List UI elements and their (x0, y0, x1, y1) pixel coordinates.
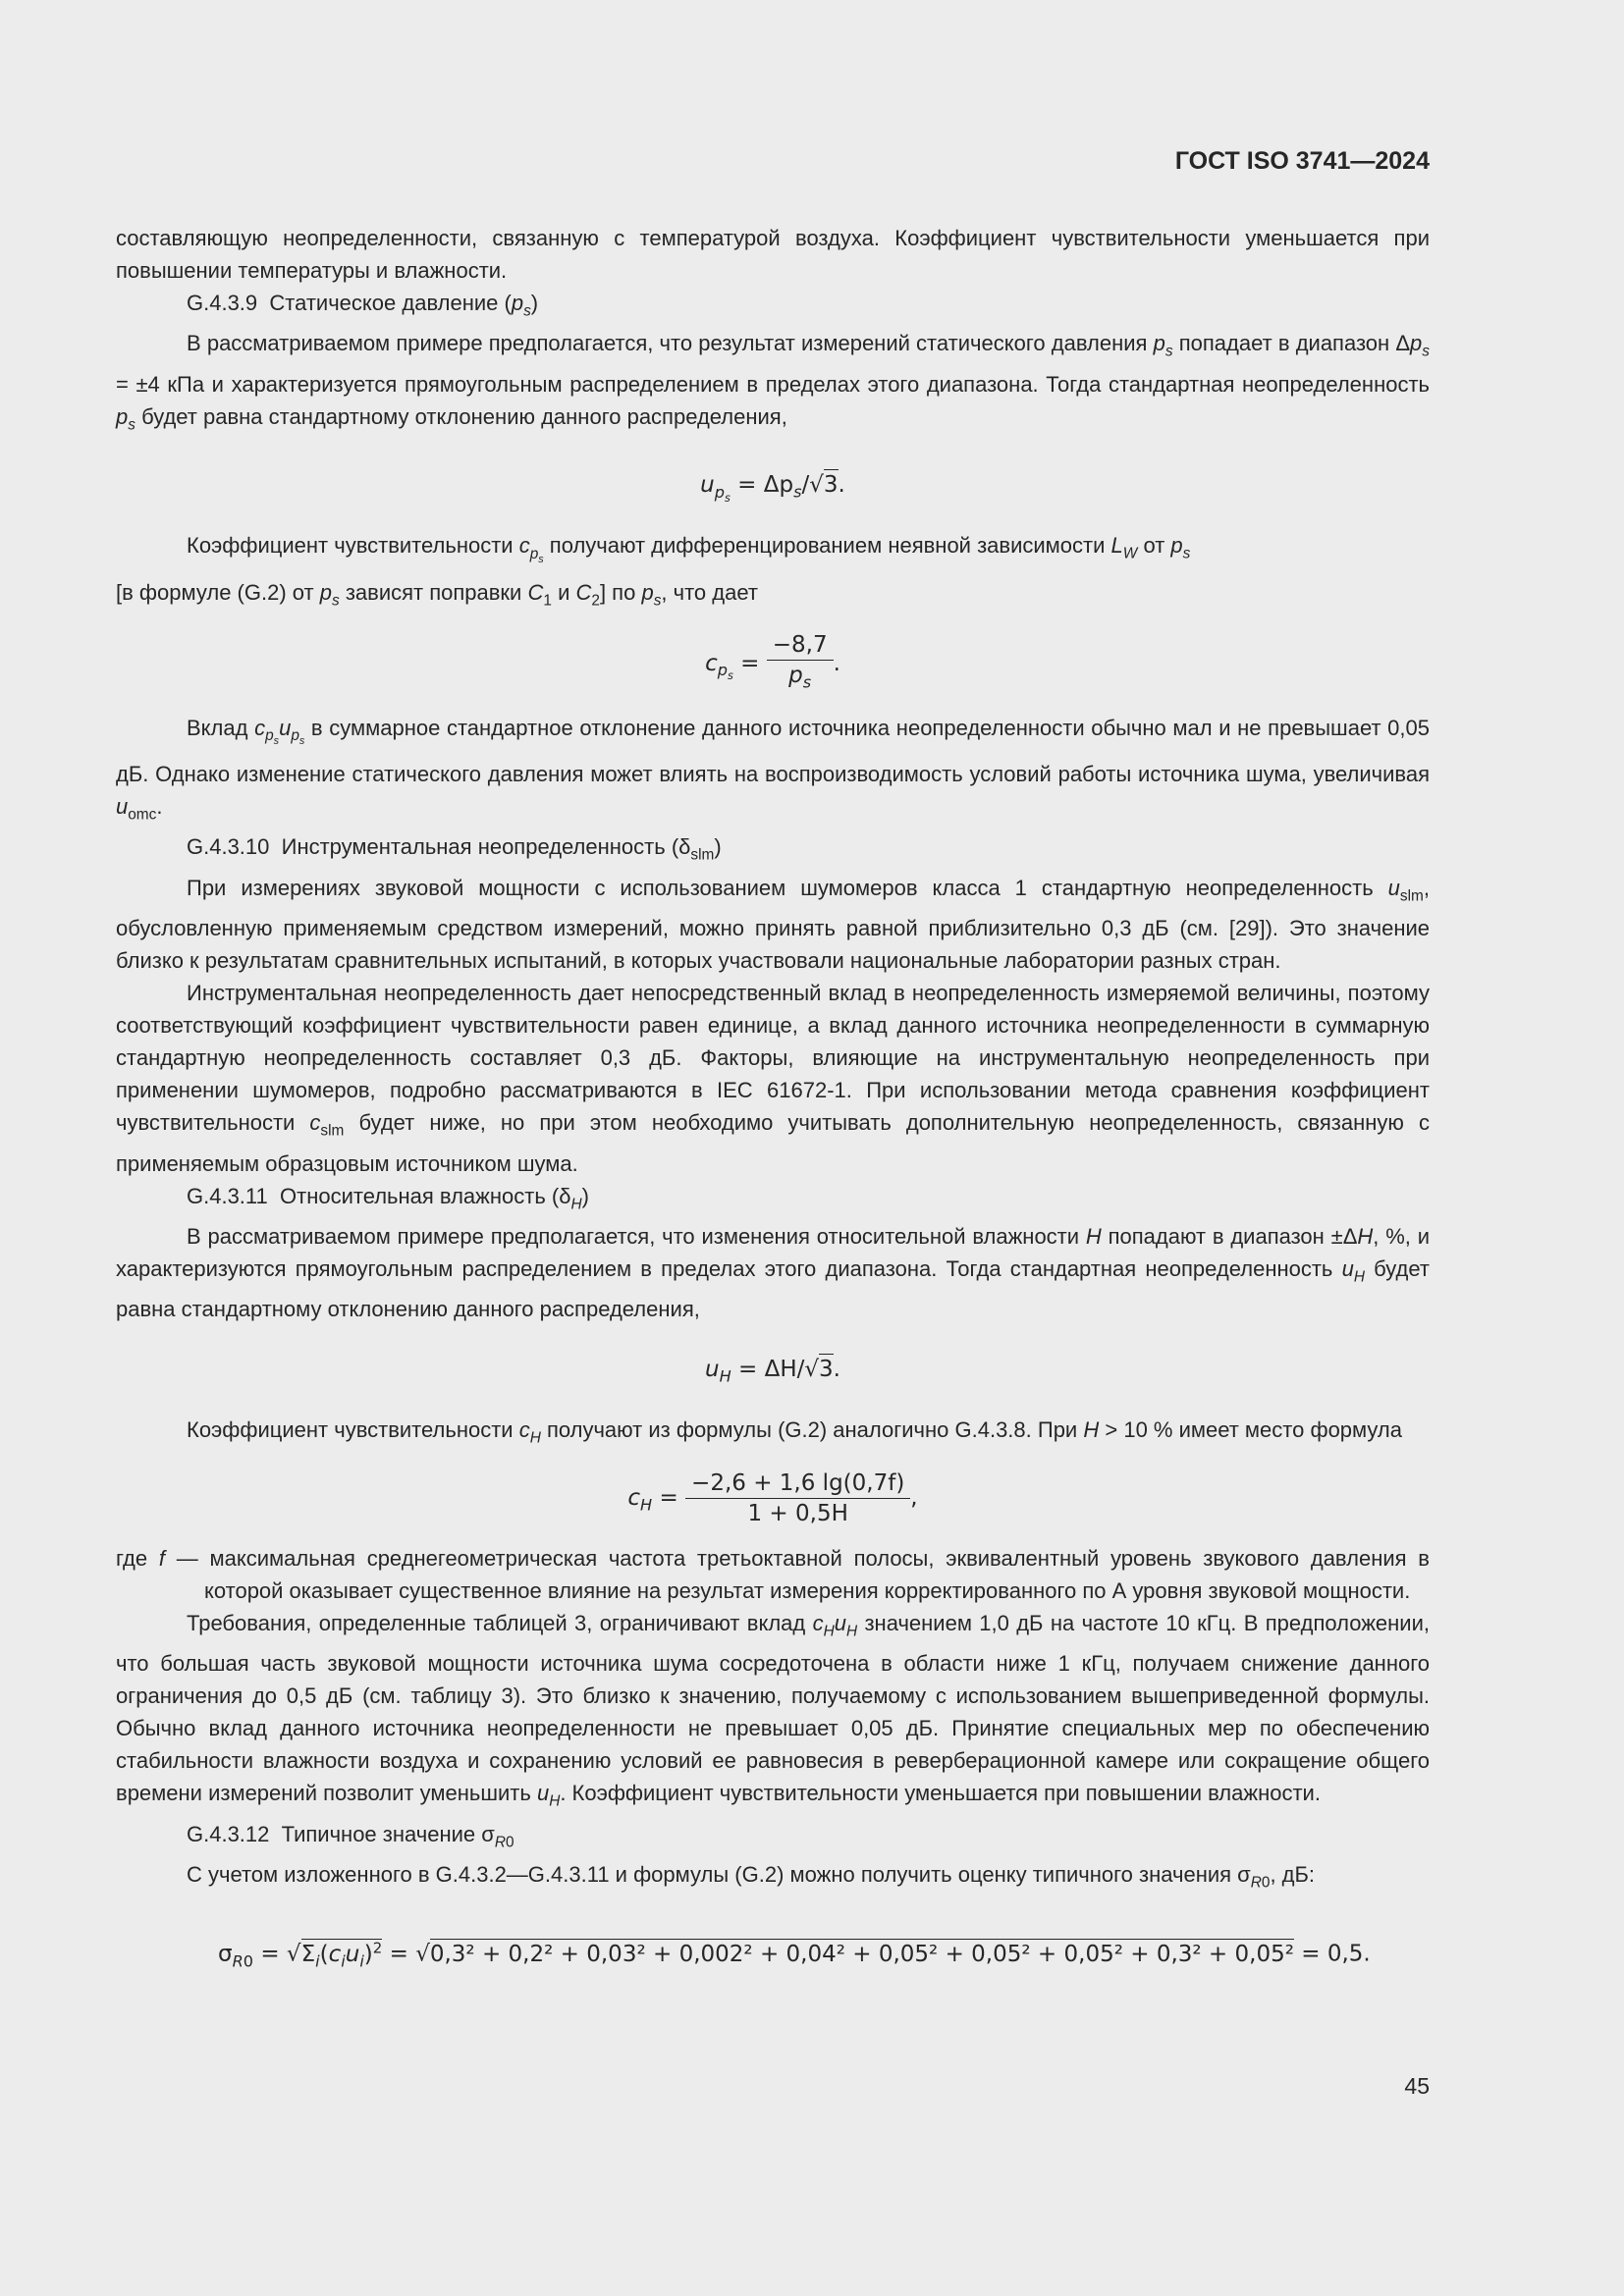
formula-sigma-r0: $\sigma_{R0} = √\Sigma_i(c_iu_i)^2 = √0,3^2 + 0,2^2 + 0,03^2 + 0,002^2 + 0,04^2 + 0,05^2 + 0,05^2 + 0,05^2 + 0,3^2 + 0,05^2 = 0,5$. (218, 1939, 1371, 1971)
page-body (116, 222, 1430, 2011)
document-header: ГОСТ ISO 3741—2024 (1174, 147, 1430, 175)
clause-heading-g439: G.4.3.9 Статическое давление $(p_s)$ (187, 291, 539, 320)
formula-u-h: $u_H = \Delta H/√3$. (116, 1333, 1430, 1406)
paragraph: При измерениях звуковой мощности с использованием шумомеров класса 1 стандартную неопределенность $u_{slm}$, обусловленную применяемым средством измерений, можно принять равной приблизительно 0,3 дБ (см. [29]). Это значение близко к результатам сравнительных испытаний, в которых участвовали национальные лаборатории разных стран. (116, 875, 1430, 974)
clause-heading-g4310: G.4.3.10 Инструментальная неопределенность $(\delta_{slm})$ (187, 834, 722, 864)
paragraph: Вклад $c_{p_s}u_{p_s}$ в суммарное стандартное отклонение данного источника неопределенности обычно мал и не превышает 0,05 дБ. Однако изменение статического давления может влиять на воспроизводимость условий работы источника шума, увеличивая $u_{omc}$. (116, 715, 1430, 824)
formula-u-ps: $u_{p_s} = \Delta p_s/√3$. (116, 449, 1430, 521)
paragraph: С учетом изложенного в G.4.3.2—G.4.3.11 и формулы (G.2) можно получить оценку типичного значения $\sigma_{R0}$, дБ: (187, 1862, 1316, 1892)
page-number: 45 (1404, 2073, 1430, 2099)
paragraph: В рассматриваемом примере предполагается, что результат измерений статического давления $p_s$ попадает в диапазон $\Delta p_s = \pm 4$ кПа и характеризуется прямоугольным распределением в пределах этого диапазона. Тогда стандартная неопределенность $p_s$ будет равна стандартному отклонению данного распределения, (116, 331, 1430, 434)
paragraph: Коэффициент чувствительности $c_{p_s}$ получают дифференцированием неявной зависимости $L_W$ от $p_s$ (187, 533, 1191, 565)
formula-c-h: $c_H$ = $\frac{-2,6 + 1,6 \lg(0,7f)}{1 + 0,5H}$ , (627, 1469, 918, 1526)
where-clause: где f — максимальная среднегеометрическая частота третьоктавной полосы, эквивалентный уровень звукового давления в которой оказывает существенное влияние на результат измерения корректированного по А уровня звуковой мощности. (116, 1545, 1430, 1603)
formula-c-ps: $c_{p_s}$ = $\frac{-8,7}{p_s}$ . (705, 632, 840, 692)
clause-heading-g4312: G.4.3.12 Типичное значение $\sigma_{R0}$ (187, 1821, 514, 1850)
paragraph: Коэффициент чувствительности $c_H$ получают из формулы (G.2) аналогично G.4.3.8. При H > 10 % имеет место формула (187, 1417, 1403, 1447)
paragraph: Требования, определенные таблицей 3, ограничивают вклад $c_Hu_H$ значением 1,0 дБ на частоте 10 кГц. В предположении, что большая часть звуковой мощности источника шума сосредоточена в области ниже 1 кГц, получаем снижение данного ограничения до 0,5 дБ (см. таблицу 3). Это близко к значению, получаемому с использованием вышеприведенной формулы. Обычно вклад данного источника неопределенности не превышает 0,05 дБ. Принятие специальных мер по обеспечению стабильности влажности воздуха и сохранению условий ее равновесия в реверберационной камере или сокращение общего времени измерений позволит уменьшить $u_H$. Коэффициент чувствительности уменьшается при повышении влажности. (116, 1610, 1430, 1810)
clause-heading-g4311: G.4.3.11 Относительная влажность $(\delta_H)$ (187, 1183, 589, 1213)
paragraph: В рассматриваемом примере предполагается, что изменения относительной влажности H попадают в диапазон ±ΔH, %, и характеризуются прямоугольным распределением в пределах этого диапазона. Тогда стандартная неопределенность $u_H$ будет равна стандартному отклонению данного распределения, (116, 1224, 1430, 1322)
paragraph: Инструментальная неопределенность дает непосредственный вклад в неопределенность измеряемой величины, поэтому соответствующий коэффициент чувствительности равен единице, а вклад данного источника неопределенности в суммарную стандартную неопределенность составляет 0,3 дБ. Факторы, влияющие на инструментальную неопределенность при применении шумомеров, подробно рассматриваются в IEC 61672-1. При использовании метода сравнения коэффициент чувствительности $c_{slm}$ будет ниже, но при этом необходимо учитывать дополнительную неопределенность, связанную с применяемым образцовым источником шума. (116, 981, 1430, 1176)
paragraph: [в формуле (G.2) от $p_s$ зависят поправки $C_1$ и $C_2$] по $p_s$, что дает (116, 579, 758, 610)
paragraph: составляющую неопределенности, связанную с температурой воздуха. Коэффициент чувствительности уменьшается при повышении температуры и влажности. (116, 226, 1430, 283)
